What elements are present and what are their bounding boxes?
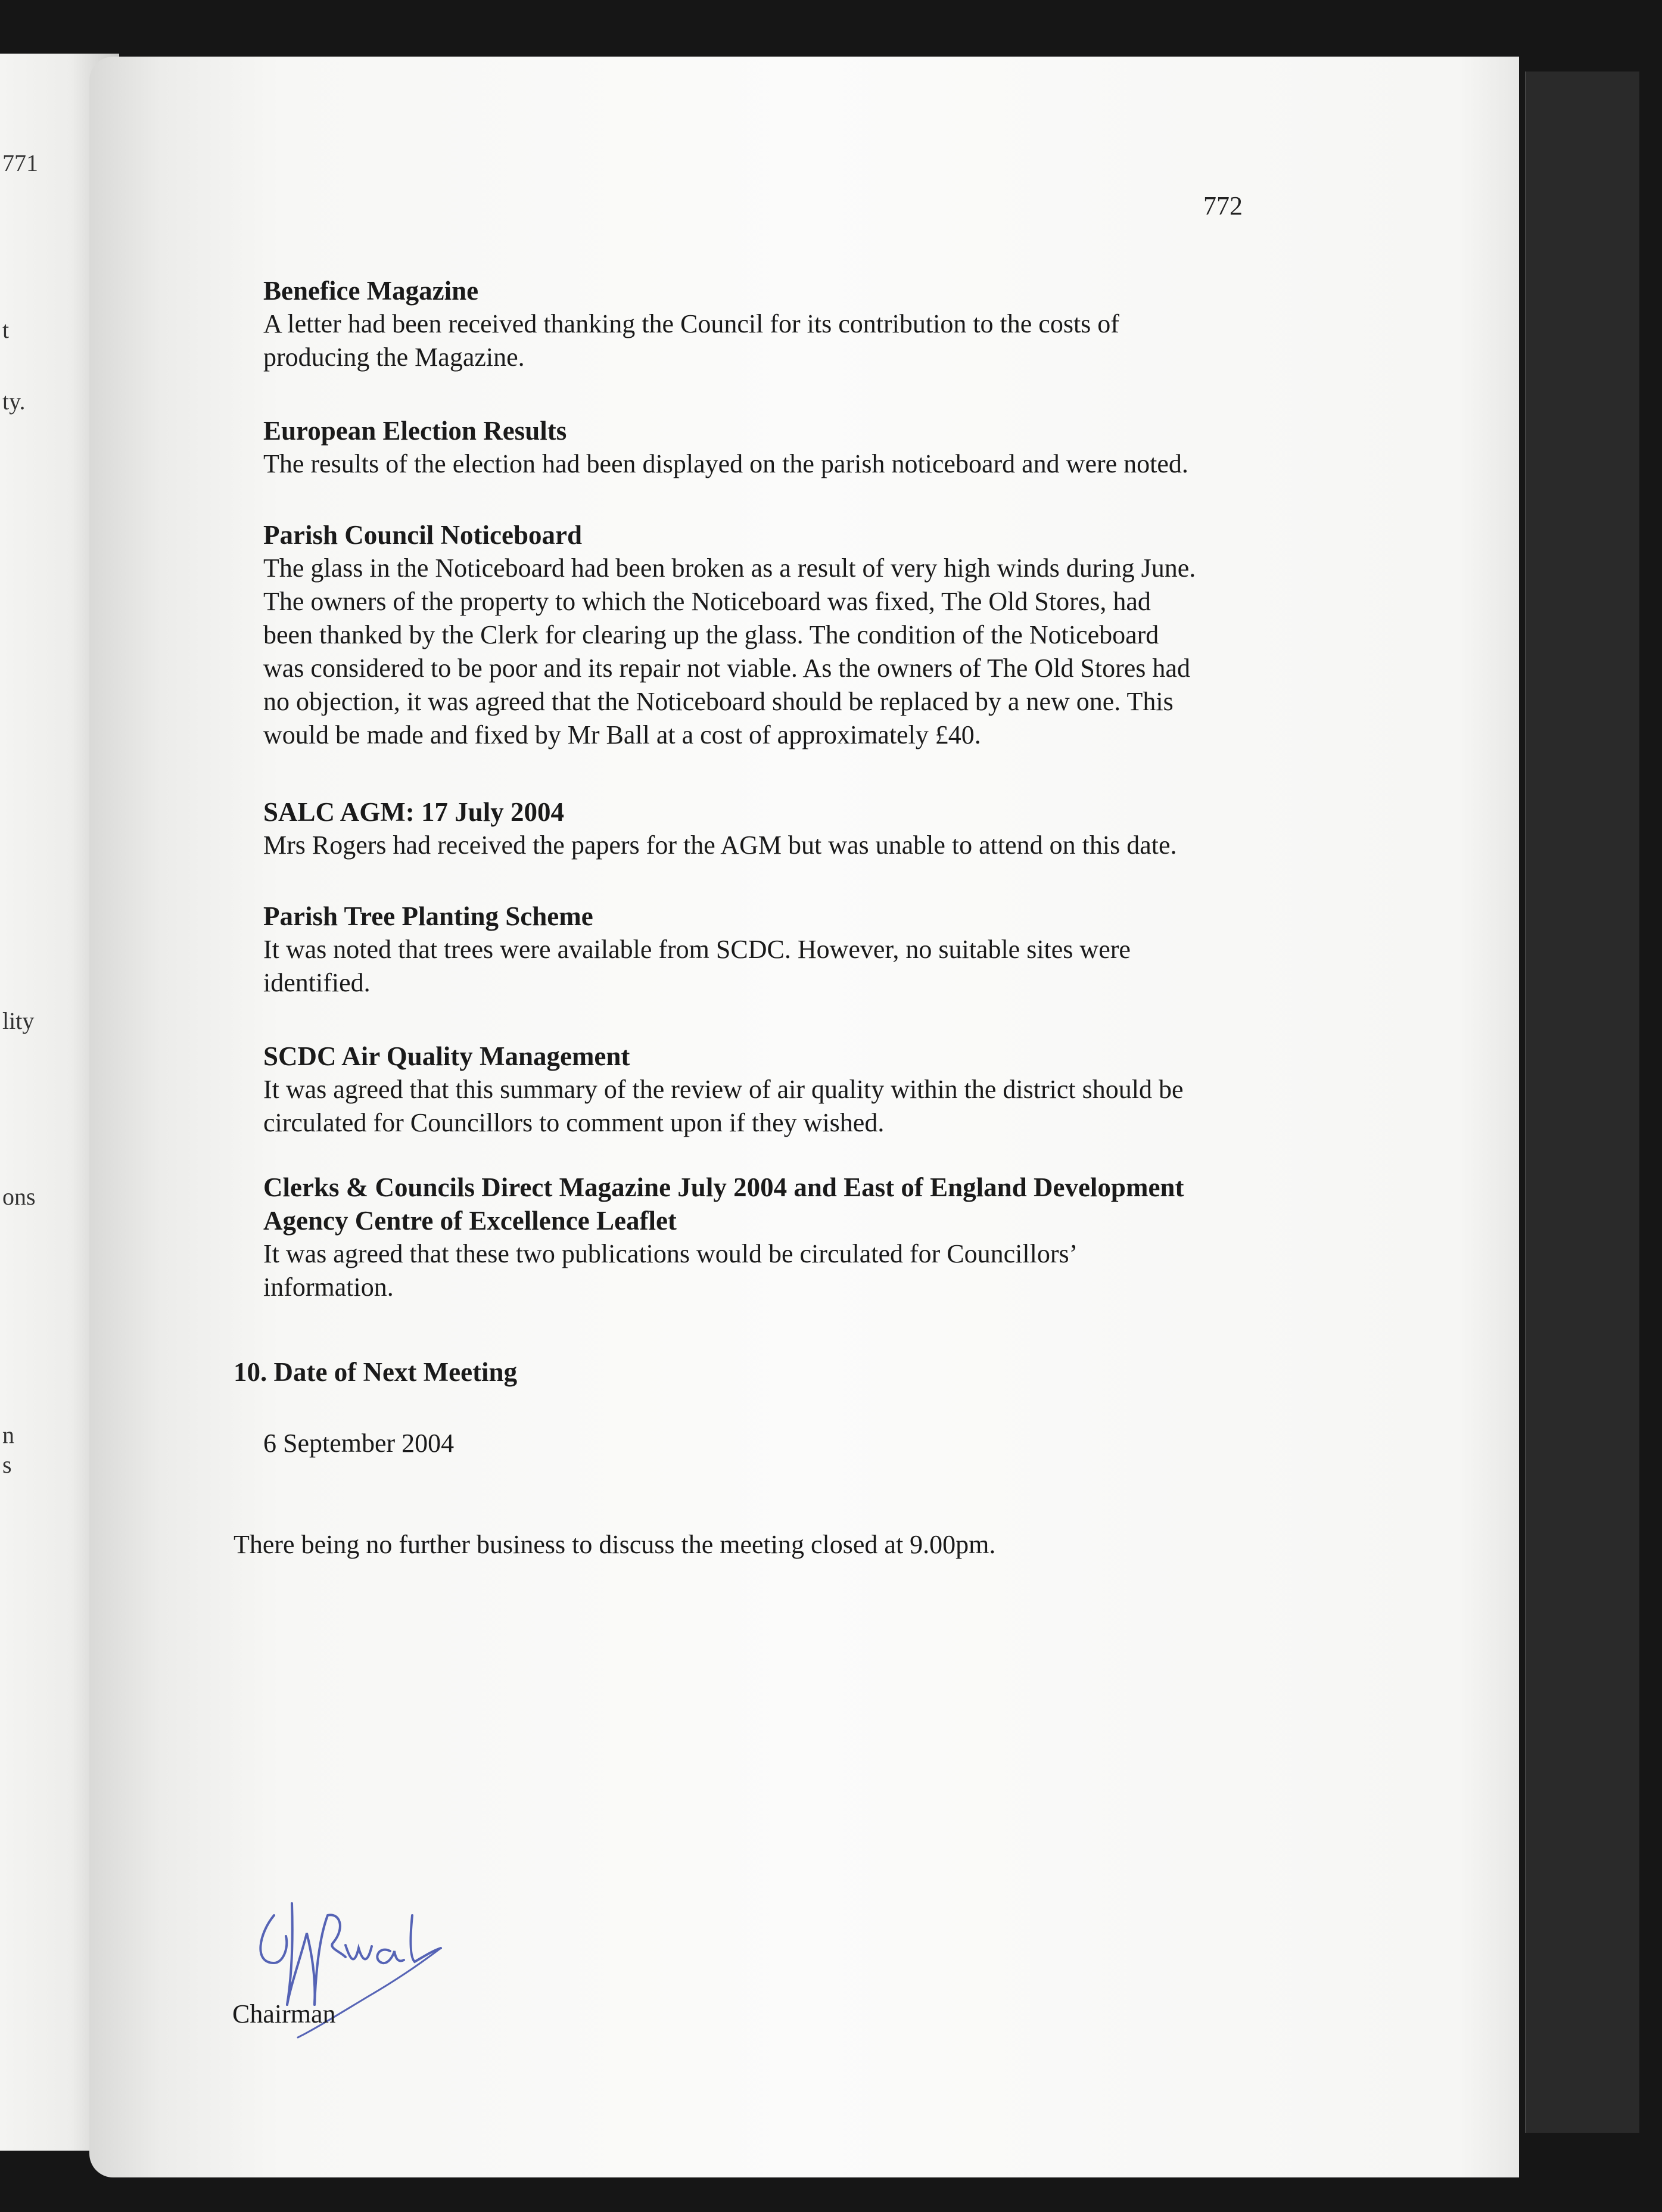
section-benefice-magazine [263,274,1347,374]
item-heading: 10. Date of Next Meeting [234,1357,518,1387]
section-text: The glass in the Noticeboard had been broken as a result of very high winds during June. The owners of the property to which the Noticeboard was fixed, The Old Stores, had been thanked by the Clerk for clearing up the glass. The condition of the Noticeboard was considered to be poor and its repair not viable. As the owners of The Old Stores had no objection, it was agreed that the Noticeboard should be replaced by a new one. This would be made and fixed by Mr Ball at a cost of approximately £40. [263,553,1196,749]
section-clerks-councils [263,1171,1347,1304]
section-text: A letter had been received thanking the Council for its contribution to the costs of producing the Magazine. [263,309,1119,372]
section-heading: SCDC Air Quality Management [263,1041,630,1071]
section-text: It was agreed that this summary of the review of air quality within the district should be circulated for Councillors to comment upon if they wished. [263,1075,1184,1137]
chairman-label: Chairman [232,1999,336,2029]
section-heading: European Election Results [263,416,567,446]
section-tree-planting [263,900,1347,1000]
section-heading: Parish Tree Planting Scheme [263,901,593,931]
margin-fragment: s [2,1451,12,1478]
left-page-number: 771 [2,150,38,176]
margin-fragment: lity [2,1007,35,1034]
section-european-election [263,414,1347,481]
margin-fragment: t [2,316,10,343]
margin-fragment: n [2,1421,14,1448]
closing-text: There being no further business to discuss the meeting closed at 9.00pm. [234,1530,996,1559]
section-heading: Parish Council Noticeboard [263,520,582,550]
section-text: The results of the election had been displayed on the parish noticeboard and were noted. [263,449,1188,478]
section-heading: SALC AGM: 17 July 2004 [263,797,565,827]
section-noticeboard [263,518,1347,752]
item-10-next-meeting [234,1355,1318,1389]
page-number: 772 [1203,191,1243,220]
section-text: It was noted that trees were available from SCDC. However, no suitable sites were identified. [263,935,1131,997]
margin-fragment: ty. [2,388,26,415]
next-meeting-date [263,1427,1347,1460]
margin-fragment: ons [2,1183,36,1210]
meeting-date: 6 September 2004 [263,1429,455,1458]
book-cover-edge [1525,71,1639,2133]
section-text: It was agreed that these two publications would be circulated for Councillors’ information. [263,1239,1078,1302]
section-air-quality [263,1040,1347,1140]
section-heading: Clerks & Councils Direct Magazine July 2004 and East of England Development Agency Centre of Excellence Leaflet [263,1172,1184,1236]
section-salc-agm [263,795,1347,862]
closing-statement [234,1528,1318,1561]
minutes-page [89,57,1519,2177]
section-text: Mrs Rogers had received the papers for the AGM but was unable to attend on this date. [263,830,1177,860]
section-heading: Benefice Magazine [263,276,479,306]
